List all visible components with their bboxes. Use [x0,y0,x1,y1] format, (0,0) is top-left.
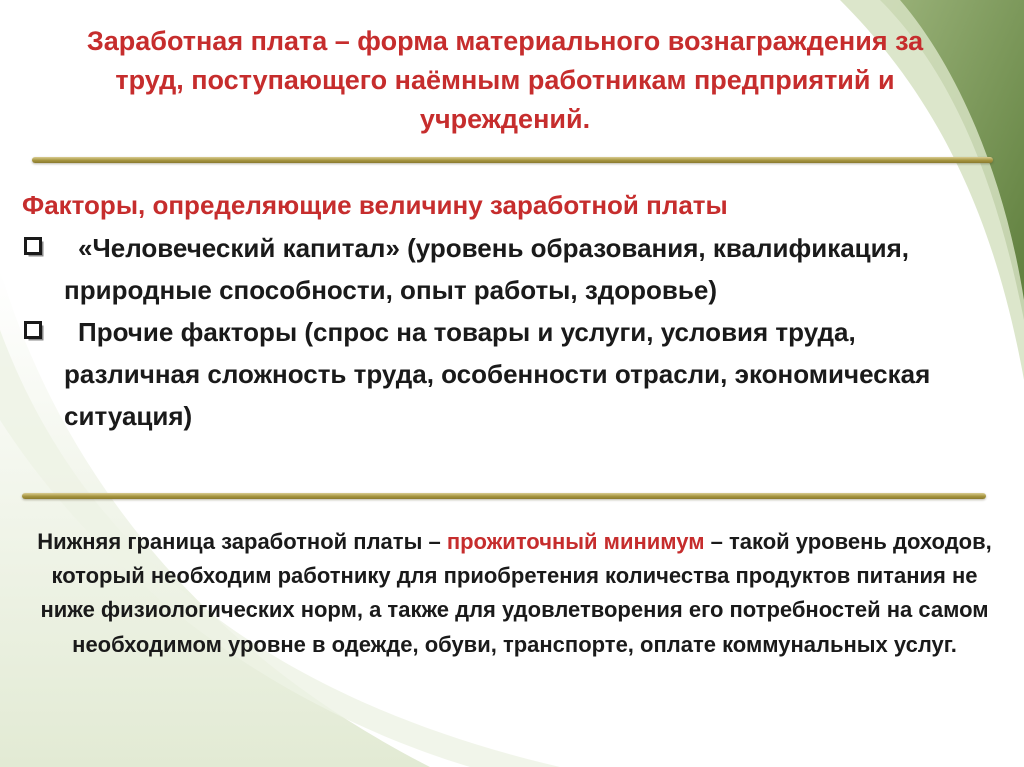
checkbox-icon [24,321,46,343]
definition-highlight: прожиточный минимум [446,529,705,554]
factors-list [22,227,997,437]
checkbox-icon [24,237,46,259]
list-item [22,227,997,311]
factor-text: «Человеческий капитал» (уровень образования, квалификация, природные способности, опыт работы, здоровье) [64,233,910,305]
factor-text: Прочие факторы (спрос на товары и услуги, условия труда, различная сложность труда, особенности отрасли, экономическая ситуация) [64,317,931,431]
definition-suffix: – такой уровень доходов, который необходим работнику для приобретения количества продуктов питания не ниже физиологических норм, а также для удовлетворения его потребностей на самом необходимом уровне в одежде, обуви, транспорте, оплате коммунальных услуг. [40,529,992,657]
definition-paragraph [22,525,1007,662]
slide-title: Заработная плата – форма материального вознаграждения за труд, поступающего наёмным работникам предприятий и учреждений. [86,26,924,134]
divider-line-bottom [22,493,986,499]
divider-line-top [32,157,993,163]
factors-heading: Факторы, определяющие величину заработной платы [22,190,728,220]
definition-prefix: Нижняя граница заработной платы – [37,529,447,554]
list-item [22,311,997,437]
